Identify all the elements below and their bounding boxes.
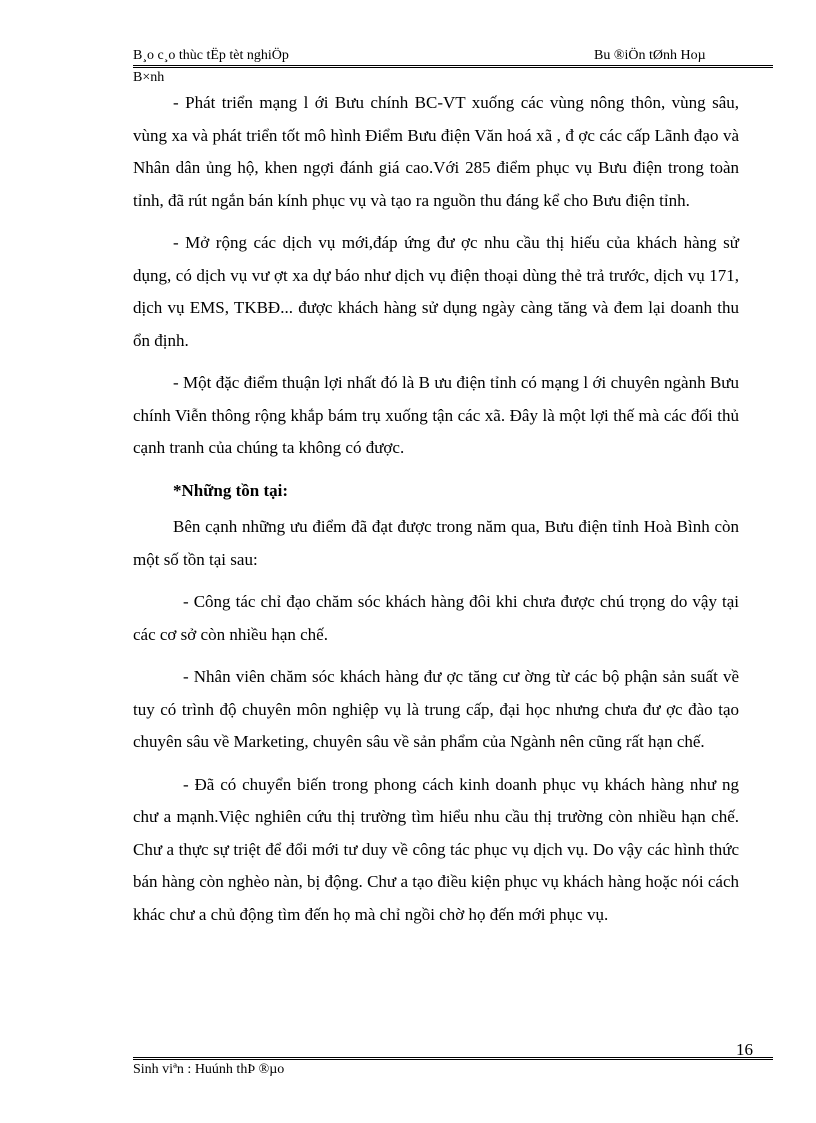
- header-organization-continued: B×nh: [133, 70, 165, 85]
- section-heading-shortcomings: *Những tồn tại:: [173, 480, 289, 500]
- paragraph-business-style: - Đã có chuyển biến trong phong cách kinh doanh phục vụ khách hàng như ng chư a mạnh.Việc nghiên cứu thị trường tìm hiểu nhu cầu thị trường còn nhiều hạn chế. Chư a thực sự triệt để đổi mới tư duy về công tác phục vụ dịch vụ. Do vậy các hình thức bán hàng còn nghèo nàn, bị động. Chư a tạo điều kiện phục vụ khách hàng hoặc nói cách khác chư a chủ động tìm đến họ mà chỉ ngồi chờ họ đến mới phục vụ.: [133, 774, 739, 924]
- header-organization: Bu ®iÖn tØnh Hoµ: [594, 48, 706, 63]
- paragraph-new-services: - Mở rộng các dịch vụ mới,đáp ứng đư ợc nhu cầu thị hiếu của khách hàng sử dụng, có dịch vụ vư ợt xa dự báo như dịch vụ điện thoại dùng thẻ trả trước, dịch vụ 171, dịch vụ EMS, TKBĐ... được khách hàng sử dụng ngày càng tăng và đem lại doanh thu ổn định.: [133, 233, 739, 350]
- page-number: 16: [736, 1040, 753, 1059]
- header-report-title: B¸o c¸o thùc tËp tèt nghiÖp: [133, 48, 289, 63]
- page-header: [133, 48, 773, 84]
- footer-student-name: Sinh viªn : Huúnh thÞ ®µo: [133, 1062, 285, 1077]
- paragraph-staff-training: - Nhân viên chăm sóc khách hàng đư ợc tăng cư ờng từ các bộ phận sản suất về tuy có trình độ chuyên môn nghiệp vụ là trung cấp, đại học nhưng chưa đư ợc đào tạo chuyên sâu về Marketing, chuyên sâu về sản phẩm của Ngành nên cũng rất hạn chế.: [133, 667, 739, 751]
- header-divider: [133, 65, 773, 68]
- body-content: [133, 87, 739, 941]
- paragraph-network-development: - Phát triển mạng l ới Bưu chính BC-VT xuống các vùng nông thôn, vùng sâu, vùng xa và phát triển tốt mô hình Điểm Bưu điện Văn hoá xã , đ ợc các cấp Lãnh đạo và Nhân dân ủng hộ, khen ngợi đánh giá cao.Với 285 điểm phục vụ Bưu điện trong toàn tỉnh, đã rút ngắn bán kính phục vụ và tạo ra nguồn thu đáng kể cho Bưu điện tỉnh.: [133, 93, 739, 210]
- paragraph-customer-care-direction: - Công tác chỉ đạo chăm sóc khách hàng đôi khi chưa được chú trọng do vậy tại các cơ sở còn nhiều hạn chế.: [133, 592, 739, 644]
- footer-divider: [133, 1057, 773, 1060]
- paragraph-advantage: - Một đặc điểm thuận lợi nhất đó là B ưu điện tỉnh có mạng l ới chuyên ngành Bưu chính Viễn thông rộng khắp bám trụ xuống tận các xã. Đây là một lợi thế mà các đối thủ cạnh tranh của chúng ta không có được.: [133, 373, 739, 457]
- paragraph-intro-shortcomings: Bên cạnh những ưu điểm đã đạt được trong năm qua, Bưu điện tỉnh Hoà Bình còn một số tồn tại sau:: [133, 517, 739, 569]
